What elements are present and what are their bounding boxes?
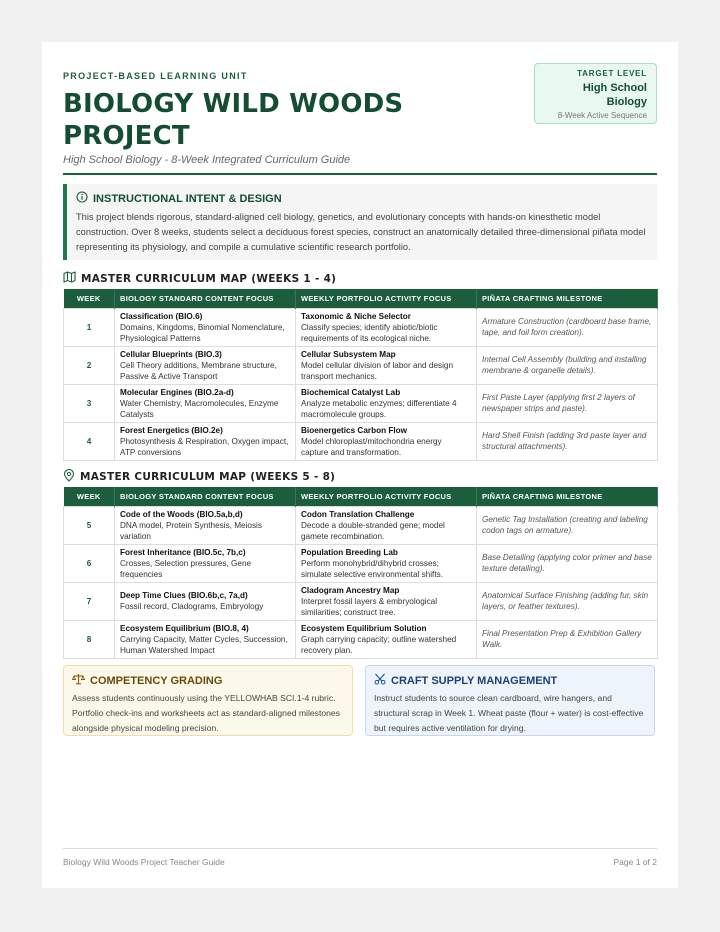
info-icon	[76, 191, 93, 206]
craft-supply-card	[365, 665, 655, 736]
table-row	[64, 346, 658, 384]
target-level-label: TARGET LEVEL	[577, 69, 647, 78]
focus-desc: Photosynthesis & Respiration, Oxygen impact, ATP conversions	[120, 436, 289, 457]
milestone-cell: Genetic Tag Installation (creating and labeling codon tags on armature).	[477, 506, 658, 544]
map-icon	[63, 271, 81, 286]
focus-cell	[115, 506, 296, 544]
week-number: 6	[64, 544, 115, 582]
focus-cell	[115, 582, 296, 620]
target-sequence: 8-Week Active Sequence	[557, 111, 647, 120]
focus-desc: Cell Theory additions, Membrane structure, Passive & Active Transport	[120, 360, 277, 381]
activity-desc: Classify species; identify abiotic/biotic requirements of its ecological niche.	[301, 322, 438, 343]
activity-desc: Decode a double-stranded gene; model gamete recombination.	[301, 520, 445, 541]
focus-title: Forest Inheritance (BIO.5c, 7b,c)	[120, 547, 246, 557]
week-number: 3	[64, 384, 115, 422]
focus-title: Classification (BIO.6)	[120, 311, 203, 321]
focus-desc: Fossil record, Cladograms, Embryology	[120, 602, 264, 611]
milestone-cell: Internal Cell Assembly (building and installing membrane & organelle details).	[477, 346, 658, 384]
activity-desc: Model cellular division of labor and design transport mechanics.	[301, 360, 454, 381]
unit-kicker: PROJECT-BASED LEARNING UNIT	[63, 71, 248, 81]
table-row	[64, 620, 658, 658]
activity-cell	[296, 346, 477, 384]
location-pin-icon	[63, 469, 80, 485]
focus-title: Molecular Engines (BIO.2a-d)	[120, 387, 234, 397]
map1-heading-text: MASTER CURRICULUM MAP (WEEKS 1 - 4)	[81, 272, 337, 285]
intent-callout	[63, 184, 657, 260]
footer-divider	[63, 848, 657, 849]
milestone-cell: Hard Shell Finish (adding 3rd paste layer and structural attachments).	[477, 422, 658, 460]
focus-cell	[115, 384, 296, 422]
guide-page	[42, 42, 678, 888]
activity-cell	[296, 544, 477, 582]
focus-desc: Water Chemistry, Macromolecules, Enzyme Catalysts	[120, 398, 279, 419]
map1-heading	[63, 271, 336, 286]
table-header-row	[64, 487, 658, 506]
table-row	[64, 544, 658, 582]
focus-title: Cellular Blueprints (BIO.3)	[120, 349, 222, 359]
table-row	[64, 384, 658, 422]
activity-title: Ecosystem Equilibrium Solution	[301, 623, 427, 633]
week-number: 5	[64, 506, 115, 544]
activity-cell	[296, 422, 477, 460]
week-number: 7	[64, 582, 115, 620]
focus-desc: Domains, Kingdoms, Binomial Nomenclature, Physiological Patterns	[120, 322, 285, 343]
table-row	[64, 308, 658, 346]
focus-title: Code of the Woods (BIO.5a,b,d)	[120, 509, 243, 519]
target-level-line1: High School	[582, 82, 647, 94]
column-header-week: WEEK	[64, 289, 115, 308]
page-title: BIOLOGY WILD WOODS PROJECT	[63, 89, 404, 151]
curriculum-table-weeks-5-8	[63, 487, 658, 659]
activity-desc: Perform monohybrid/dihybrid crosses; simulate selective environmental shifts.	[301, 558, 443, 579]
intent-body: This project blends rigorous, standard-aligned cell biology, genetics, and evolutionary concepts with hands-on kinesthetic model construction. Over 8 weeks, students select a deciduous forest species, construct an anatomically detailed three-dimensional piñata model representing its physiology, and compile a cumulative scientific research portfolio.	[76, 212, 646, 252]
map2-heading-text: MASTER CURRICULUM MAP (WEEKS 5 - 8)	[80, 471, 336, 483]
page-number: Page 1 of 2	[613, 857, 657, 867]
activity-title: Cellular Subsystem Map	[301, 349, 396, 359]
table-row	[64, 422, 658, 460]
week-number: 1	[64, 308, 115, 346]
column-header-portfolio: WEEKLY PORTFOLIO ACTIVITY FOCUS	[296, 487, 477, 506]
activity-title: Biochemical Catalyst Lab	[301, 387, 401, 397]
header-divider	[63, 173, 657, 175]
column-header-week: WEEK	[64, 487, 115, 506]
column-header-focus: BIOLOGY STANDARD CONTENT FOCUS	[115, 487, 296, 506]
target-level-line2: Biology	[606, 96, 647, 108]
activity-desc: Interpret fossil layers & embryological similarities; construct tree.	[301, 596, 438, 617]
activity-desc: Model chloroplast/mitochondria energy capture and transformation.	[301, 436, 442, 457]
column-header-milestone: PIÑATA CRAFTING MILESTONE	[477, 487, 658, 506]
week-number: 2	[64, 346, 115, 384]
activity-cell	[296, 308, 477, 346]
column-header-portfolio: WEEKLY PORTFOLIO ACTIVITY FOCUS	[296, 289, 477, 308]
target-level-card	[534, 63, 657, 124]
activity-cell	[296, 384, 477, 422]
focus-cell	[115, 346, 296, 384]
grading-heading: COMPETENCY GRADING	[90, 674, 223, 687]
focus-desc: Crosses, Selection pressures, Gene frequencies	[120, 558, 252, 579]
activity-title: Taxonomic & Niche Selector	[301, 311, 411, 321]
focus-title: Ecosystem Equilibrium (BIO.8, 4)	[120, 623, 249, 633]
intent-heading: INSTRUCTIONAL INTENT & DESIGN	[93, 192, 282, 205]
focus-desc: Carrying Capacity, Matter Cycles, Succession, Human Watershed Impact	[120, 634, 288, 655]
activity-desc: Graph carrying capacity; outline watershed recovery plan.	[301, 634, 457, 655]
activity-title: Codon Translation Challenge	[301, 509, 415, 519]
table-row	[64, 582, 658, 620]
supply-heading: CRAFT SUPPLY MANAGEMENT	[391, 674, 558, 687]
focus-title: Forest Energetics (BIO.2e)	[120, 425, 223, 435]
activity-cell	[296, 582, 477, 620]
competency-grading-card	[63, 665, 353, 736]
focus-cell	[115, 308, 296, 346]
scissors-icon	[374, 673, 391, 688]
milestone-cell: First Paste Layer (applying first 2 layers of newspaper strips and paste).	[477, 384, 658, 422]
table-header-row	[64, 289, 658, 308]
activity-cell	[296, 506, 477, 544]
focus-cell	[115, 620, 296, 658]
focus-cell	[115, 422, 296, 460]
milestone-cell: Armature Construction (cardboard base frame, tape, and foil form creation).	[477, 308, 658, 346]
curriculum-table-weeks-1-4	[63, 289, 658, 461]
focus-cell	[115, 544, 296, 582]
table-row	[64, 506, 658, 544]
activity-desc: Analyze metabolic enzymes; differentiate 4 macromolecule groups.	[301, 398, 457, 419]
column-header-focus: BIOLOGY STANDARD CONTENT FOCUS	[115, 289, 296, 308]
page-subtitle: High School Biology - 8-Week Integrated Curriculum Guide	[63, 154, 351, 166]
activity-cell	[296, 620, 477, 658]
footer-title: Biology Wild Woods Project Teacher Guide	[63, 857, 225, 867]
activity-title: Bioenergetics Carbon Flow	[301, 425, 407, 435]
grading-body: Assess students continuously using the YELLOWHAB SCI.1-4 rubric. Portfolio check-ins and worksheets act as standard-aligned milestones alongside physical modeling precision.	[72, 693, 340, 733]
week-number: 4	[64, 422, 115, 460]
activity-title: Cladogram Ancestry Map	[301, 585, 400, 595]
milestone-cell: Base Detailing (applying color primer and base texture detailing).	[477, 544, 658, 582]
scale-icon	[72, 673, 90, 688]
milestone-cell: Final Presentation Prep & Exhibition Gallery Walk.	[477, 620, 658, 658]
activity-title: Population Breeding Lab	[301, 547, 398, 557]
week-number: 8	[64, 620, 115, 658]
focus-desc: DNA model, Protein Synthesis, Meiosis variation	[120, 520, 262, 541]
column-header-milestone: PIÑATA CRAFTING MILESTONE	[477, 289, 658, 308]
supply-body: Instruct students to source clean cardboard, wire hangers, and structural scrap in Week 1. Wheat paste (flour + water) is cost-effective but requires active ventilation for drying.	[374, 693, 644, 733]
focus-title: Deep Time Clues (BIO.6b,c, 7a,d)	[120, 591, 248, 600]
map2-heading	[63, 469, 335, 485]
milestone-cell: Anatomical Surface Finishing (adding fur, skin layers, or feather textures).	[477, 582, 658, 620]
